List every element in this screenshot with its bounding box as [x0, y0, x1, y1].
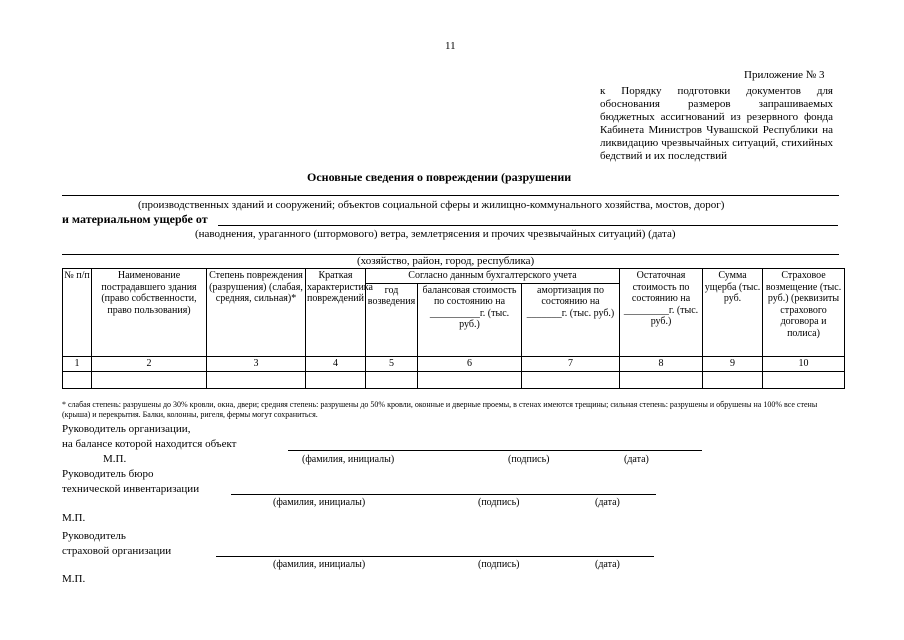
objects-fill-line [62, 195, 839, 196]
table-cell[interactable] [763, 371, 845, 388]
col-number: 10 [763, 356, 845, 371]
stamp-label: М.П. [62, 573, 86, 585]
header-residual: Остаточная стоимость по состоянию на _________г. (тыс. руб.) [620, 269, 703, 357]
table-cell[interactable] [207, 371, 306, 388]
header-insurance: Страховое возмещение (тыс. руб.) (реквизиты страхового договора и полиса) [763, 269, 845, 357]
document-heading: Основные сведения о повреждении (разрушении [307, 170, 572, 184]
header-no: № п/п [63, 269, 92, 357]
ins-head-sign-line [216, 556, 654, 557]
header-balance: балансовая стоимость по состоянию на __________г. (тыс. руб.) [418, 283, 522, 356]
col-number: 6 [418, 356, 522, 371]
objects-caption: (производственных зданий и сооружений; объектов социальной сферы и жилищно-коммунального хозяйства, мостов, дорог) [138, 199, 725, 211]
ins-head-label-1: Руководитель [62, 530, 126, 542]
org-head-label-2: на балансе которой находится объект [62, 438, 237, 450]
col-number: 4 [306, 356, 366, 371]
col-number: 3 [207, 356, 306, 371]
table-cell[interactable] [63, 371, 92, 388]
events-caption: (наводнения, ураганного (штормового) ветра, землетрясения и прочих чрезвычайных ситуаций) (дата) [195, 228, 676, 240]
col-number: 2 [92, 356, 207, 371]
damage-table [62, 268, 845, 389]
table-cell[interactable] [703, 371, 763, 388]
table-row [63, 371, 845, 388]
col-number: 9 [703, 356, 763, 371]
appendix-text: к Порядку подготовки документов для обоснования размеров запрашиваемых бюджетных ассигнований из резервного фонда Кабинета Министров Чувашской Республики на ликвидацию чрезвычайных ситуаций, стихийных бедствий и их последствий [600, 85, 833, 162]
stamp-label: М.П. [62, 512, 86, 524]
table-cell[interactable] [366, 371, 418, 388]
bti-head-label-1: Руководитель бюро [62, 468, 154, 480]
location-caption: (хозяйство, район, город, республика) [357, 255, 535, 267]
page-number: 11 [445, 40, 456, 52]
ins-head-label-2: страховой организации [62, 545, 172, 557]
table-cell[interactable] [522, 371, 620, 388]
date-caption: (дата) [595, 497, 620, 508]
damage-label: и материальном ущербе от [62, 212, 208, 226]
signature-caption: (подпись) [508, 454, 550, 465]
stamp-label: М.П. [103, 453, 127, 465]
damage-fill-line [218, 225, 838, 226]
table-cell[interactable] [620, 371, 703, 388]
header-amortization: амортизация по состоянию на _______г. (тыс. руб.) [522, 283, 620, 356]
date-caption: (дата) [624, 454, 649, 465]
signature-caption: (подпись) [478, 559, 520, 570]
bti-head-label-2: технической инвентаризации [62, 483, 200, 495]
name-caption: (фамилия, инициалы) [302, 454, 395, 465]
col-number: 5 [366, 356, 418, 371]
name-caption: (фамилия, инициалы) [273, 497, 366, 508]
table-cell[interactable] [92, 371, 207, 388]
table-cell[interactable] [306, 371, 366, 388]
footnote: * слабая степень: разрушены до 30% кровли, окна, двери; средняя степень: разрушены до 50% кровли, оконные и дверные проемы, в стенах имеются трещины; сильная степень: разрушены и обрушены на 100% все стены (крыша) и перекрытия. Балки, колонны, ригеля, фермы могут сохраниться. [62, 400, 818, 419]
header-degree: Степень повреждения (разрушения) (слабая, средняя, сильная)* [207, 269, 306, 357]
header-year: год возведения [366, 283, 418, 356]
header-name: Наименование пострадавшего здания (право собственности, право пользования) [92, 269, 207, 357]
bti-head-sign-line [231, 494, 656, 495]
date-caption: (дата) [595, 559, 620, 570]
appendix-title: Приложение № 3 [744, 69, 825, 81]
signature-caption: (подпись) [478, 497, 520, 508]
header-description: Краткая характеристика повреждений [306, 269, 366, 357]
col-number: 1 [63, 356, 92, 371]
table-cell[interactable] [418, 371, 522, 388]
header-accounting: Согласно данным бухгалтерского учета [366, 269, 620, 284]
header-damage: Сумма ущерба (тыс. руб. [703, 269, 763, 357]
col-number: 7 [522, 356, 620, 371]
name-caption: (фамилия, инициалы) [273, 559, 366, 570]
col-number: 8 [620, 356, 703, 371]
org-head-label-1: Руководитель организации, [62, 423, 191, 435]
org-head-sign-line [288, 450, 702, 451]
